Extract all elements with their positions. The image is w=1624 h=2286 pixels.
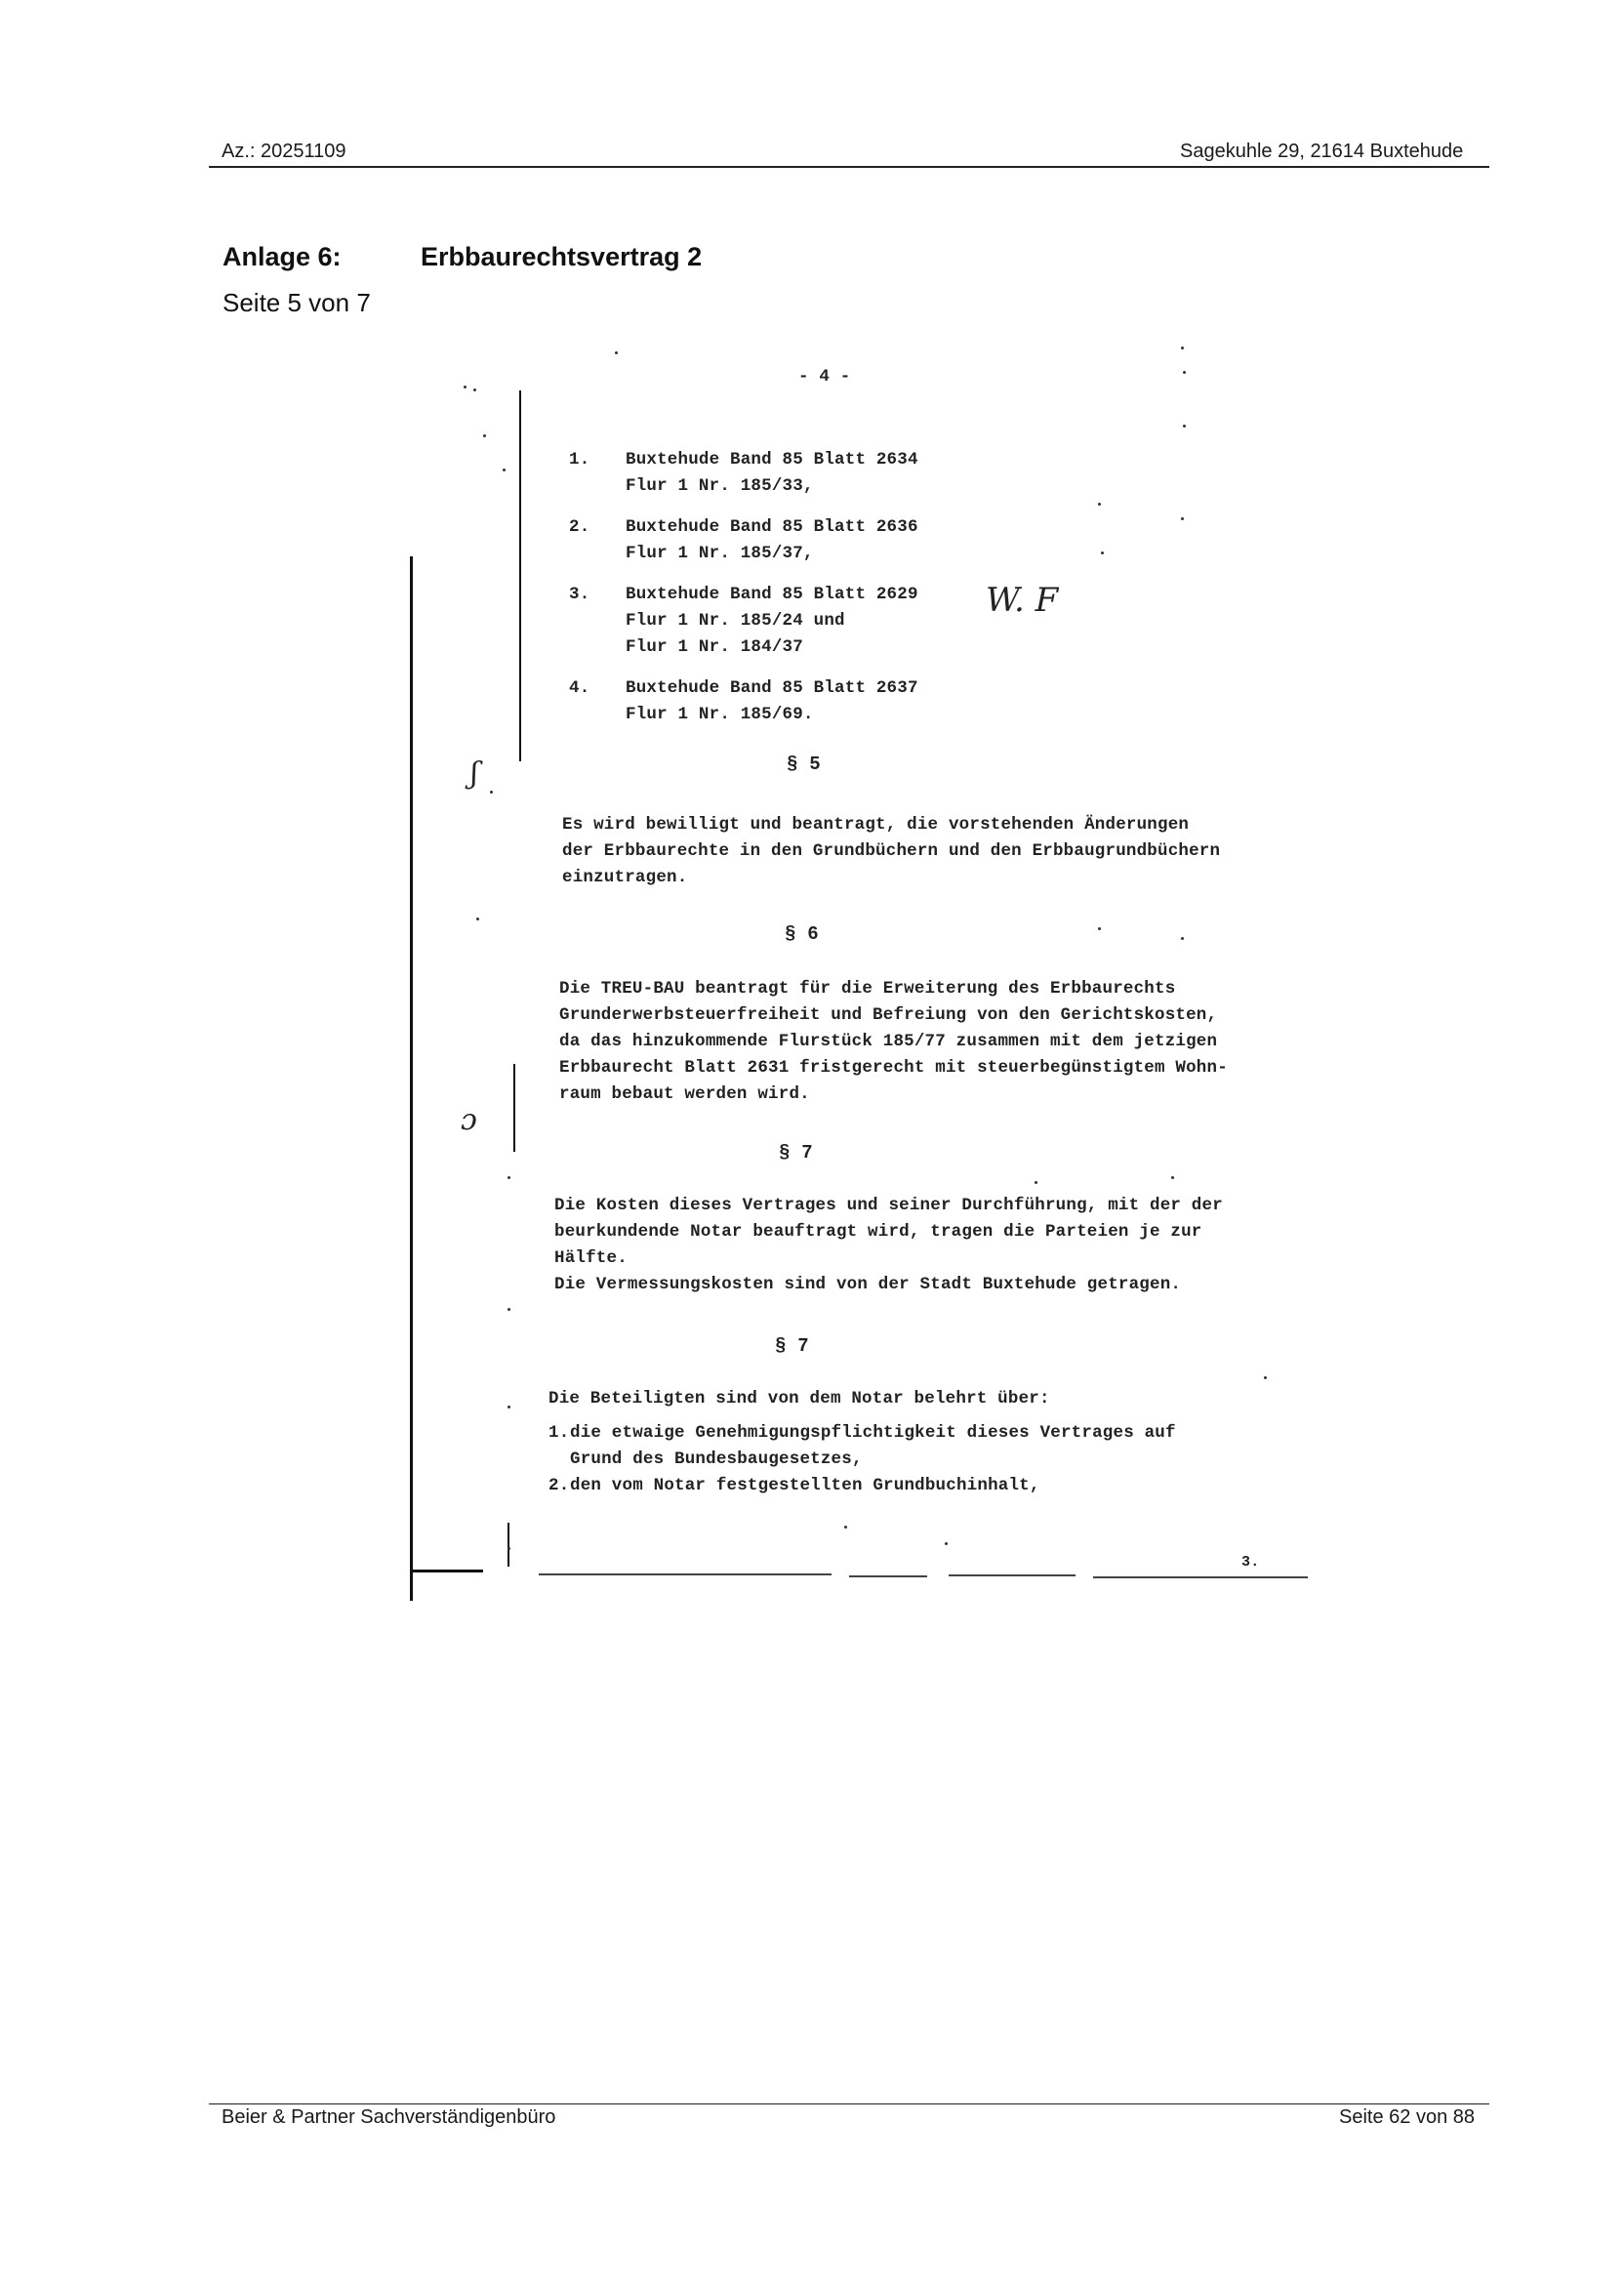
scan-speck: [508, 1308, 510, 1311]
instruction-number: 1.: [548, 1423, 570, 1443]
footer-company: Beier & Partner Sachverständigenbüro: [222, 2106, 556, 2128]
section-6-line: da das hinzukommende Flurstück 185/77 zusammen mit dem jetzigen: [559, 1032, 1218, 1051]
parcel-number: 3.: [569, 585, 590, 604]
parcel-number: 2.: [569, 517, 590, 537]
parcel-plot: Flur 1 Nr. 185/24 und: [626, 611, 845, 631]
scan-speck: [490, 791, 493, 794]
section-5-text: [562, 812, 1220, 891]
section-7-heading: § 7: [779, 1142, 813, 1163]
footer-page-number: Seite 62 von 88: [1339, 2106, 1475, 2128]
section-7b-intro: Die Beteiligten sind von dem Notar belehrt über:: [548, 1389, 1050, 1408]
scan-inner-margin-line-2: [513, 1064, 515, 1152]
scan-speck: [1098, 503, 1101, 506]
instruction-text: Grund des Bundesbaugesetzes,: [570, 1449, 863, 1469]
parcel-plot: Flur 1 Nr. 185/33,: [626, 476, 814, 496]
scan-bottom-rule-2: [849, 1575, 927, 1577]
annex-page-info: Seite 5 von 7: [223, 288, 371, 317]
scan-speck: [483, 434, 486, 437]
scan-bottom-rule-4: [1093, 1576, 1308, 1578]
parcel-plot: Flur 1 Nr. 185/37,: [626, 544, 814, 563]
scan-inner-margin-line-3: [508, 1523, 509, 1567]
scan-speck: [508, 1176, 510, 1179]
annex-title: Erbbaurechtsvertrag 2: [421, 242, 703, 271]
header-reference: Az.: 20251109: [222, 141, 346, 162]
scan-speck: [508, 1406, 510, 1408]
parcel-item: [569, 582, 918, 661]
section-5-line: Es wird bewilligt und beantragt, die vorstehenden Änderungen: [562, 815, 1190, 835]
scan-speck: [615, 351, 618, 354]
scan-speck: [1101, 551, 1104, 554]
scan-speck: [844, 1526, 847, 1529]
scan-bottom-rule-1: [539, 1573, 832, 1575]
instruction-number: 2.: [548, 1476, 570, 1495]
continuation-marker: 3.: [1241, 1554, 1260, 1571]
margin-mark: ɔ: [461, 1103, 477, 1137]
parcel-list: [569, 447, 918, 728]
scan-speck: [508, 1547, 510, 1550]
scan-bottom-line: [410, 1570, 483, 1572]
header-address: Sagekuhle 29, 21614 Buxtehude: [1180, 141, 1464, 162]
section-7b-text: [548, 1386, 1176, 1499]
section-7-line: Die Vermessungskosten sind von der Stadt Buxtehude getragen.: [554, 1275, 1182, 1294]
scan-speck: [1183, 425, 1186, 428]
scan-speck: [1181, 347, 1184, 349]
section-7-line: Hälfte.: [554, 1248, 628, 1268]
section-6-line: Die TREU-BAU beantragt für die Erweiterung des Erbbaurechts: [559, 979, 1176, 999]
footer-rule: [209, 2103, 1489, 2104]
parcel-item: [569, 675, 918, 728]
margin-mark: ʃ: [470, 756, 479, 791]
section-6-line: Grunderwerbsteuerfreiheit und Befreiung von den Gerichtskosten,: [559, 1005, 1218, 1025]
scan-page-marker: - 4 -: [798, 367, 851, 387]
scan-speck: [1183, 371, 1186, 374]
scan-speck: [473, 388, 476, 391]
scan-speck: [1098, 927, 1101, 930]
scan-speck: [503, 469, 506, 471]
section-6-text: [559, 976, 1228, 1108]
parcel-plot: Flur 1 Nr. 185/69.: [626, 705, 814, 724]
scan-speck: [1171, 1176, 1174, 1179]
parcel-number: 1.: [569, 450, 590, 469]
section-6-heading: § 6: [785, 923, 819, 945]
header-rule: [209, 166, 1489, 168]
scan-speck: [1181, 937, 1184, 940]
parcel-register: Buxtehude Band 85 Blatt 2637: [626, 678, 918, 698]
section-6-line: Erbbaurecht Blatt 2631 fristgerecht mit steuerbegünstigtem Wohn-: [559, 1058, 1228, 1078]
section-7b-heading: § 7: [775, 1335, 809, 1357]
scan-speck: [1035, 1181, 1037, 1184]
section-6-line: raum bebaut werden wird.: [559, 1084, 810, 1104]
parcel-item: [569, 447, 918, 500]
parcel-register: Buxtehude Band 85 Blatt 2636: [626, 517, 918, 537]
parcel-register: Buxtehude Band 85 Blatt 2634: [626, 450, 918, 469]
scan-speck: [945, 1542, 948, 1545]
section-7-line: Die Kosten dieses Vertrages und seiner Durchführung, mit der der: [554, 1196, 1223, 1215]
section-5-line: einzutragen.: [562, 868, 688, 887]
parcel-number: 4.: [569, 678, 590, 698]
instruction-text: den vom Notar festgestellten Grundbuchinhalt,: [570, 1476, 1040, 1495]
scan-speck: [476, 918, 479, 920]
scan-speck: [1264, 1376, 1267, 1379]
scanned-contract-page: [410, 332, 1313, 1581]
parcel-item: [569, 514, 918, 567]
scan-inner-margin-line: [519, 390, 521, 761]
handwritten-initials: W. F: [986, 581, 1059, 620]
parcel-plot: Flur 1 Nr. 184/37: [626, 637, 803, 657]
instruction-text: die etwaige Genehmigungspflichtigkeit dieses Vertrages auf: [570, 1423, 1176, 1443]
section-5-heading: § 5: [787, 754, 821, 775]
scan-bottom-rule-3: [949, 1574, 1076, 1576]
annex-label: Anlage 6:: [223, 242, 342, 271]
scan-left-margin-line: [410, 556, 413, 1601]
scan-speck: [1181, 517, 1184, 520]
section-7-line: beurkundende Notar beauftragt wird, tragen die Parteien je zur: [554, 1222, 1202, 1242]
section-5-line: der Erbbaurechte in den Grundbüchern und den Erbbaugrundbüchern: [562, 841, 1221, 861]
scan-speck: [464, 386, 467, 388]
parcel-register: Buxtehude Band 85 Blatt 2629: [626, 585, 918, 604]
section-7-text: [554, 1193, 1223, 1298]
